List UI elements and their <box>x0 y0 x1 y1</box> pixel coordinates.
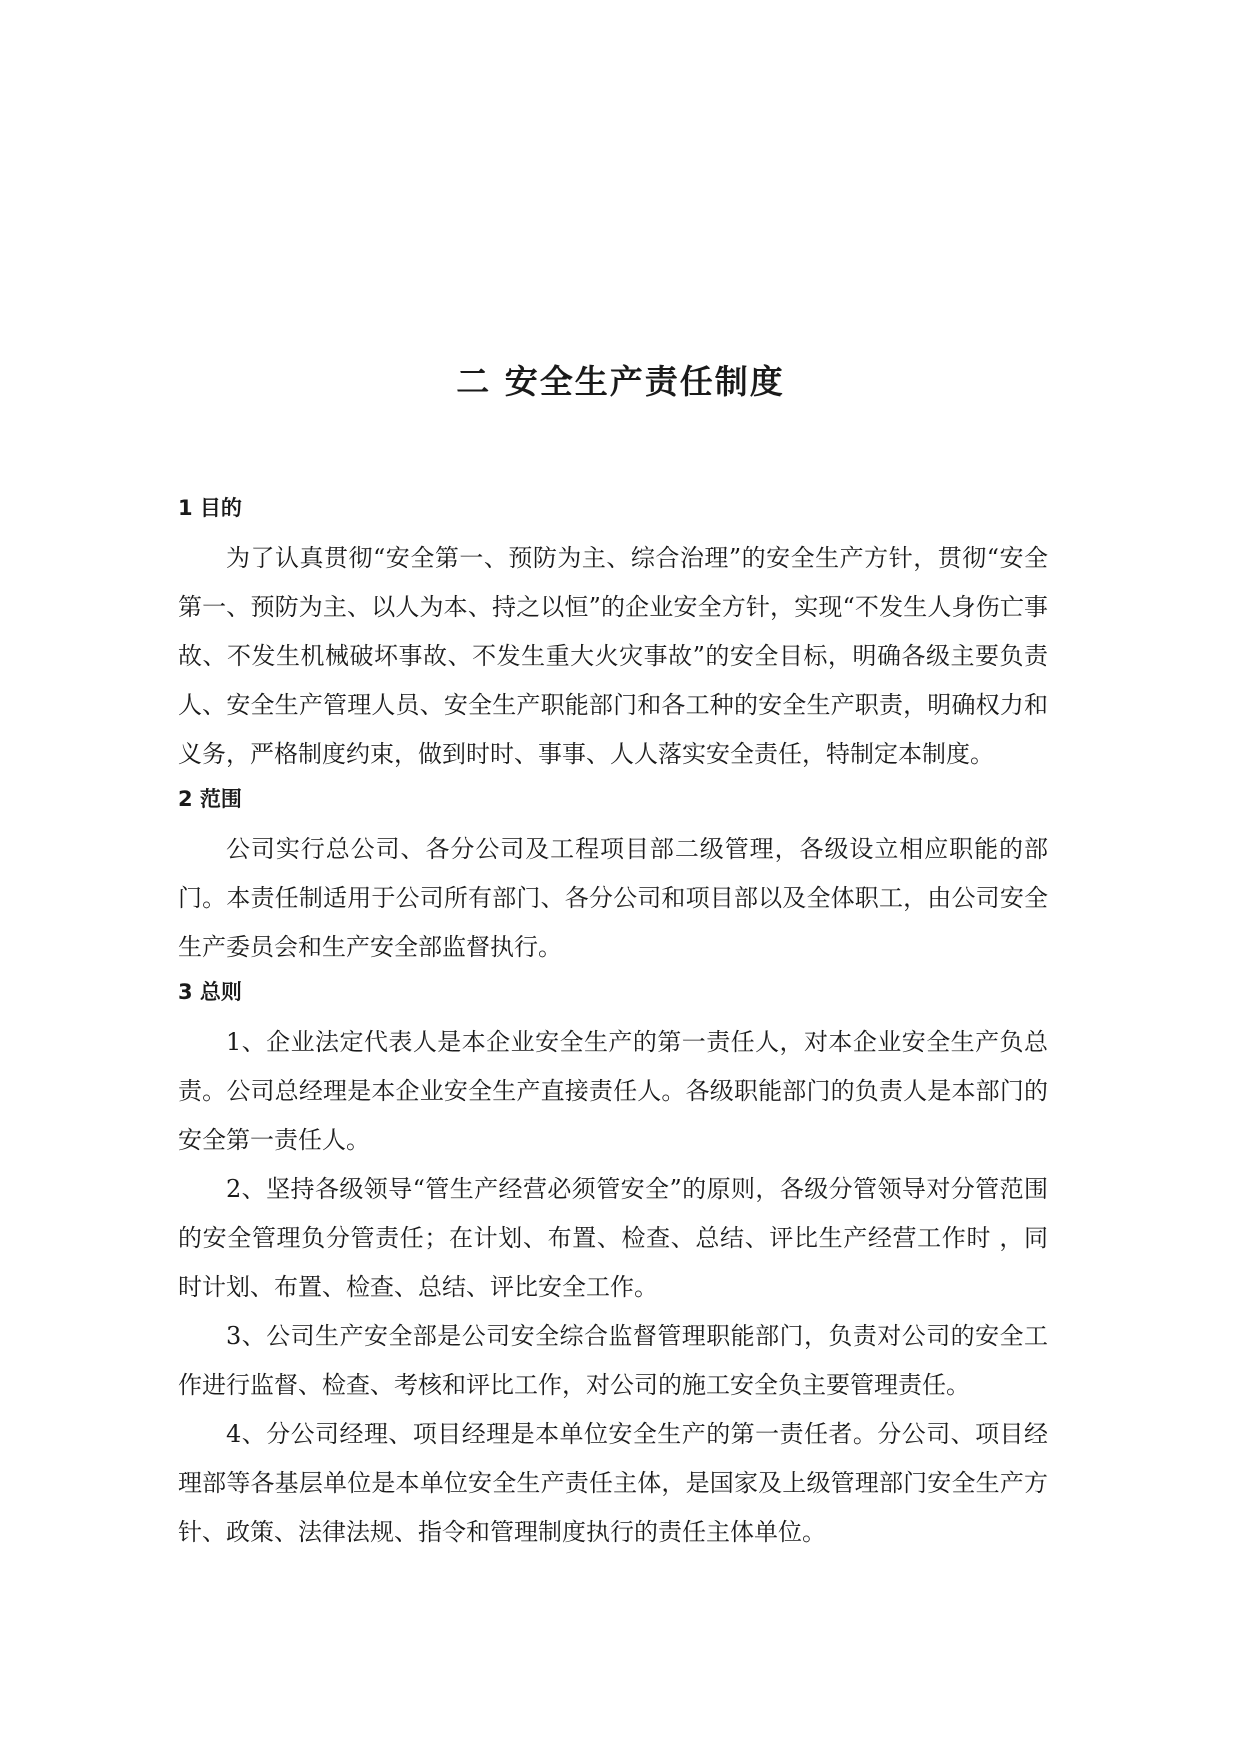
rule-paragraph-2: 2、坚持各级领导“管生产经营必须管安全”的原则，各级分管领导对分管范围的安全管理负分管责任；在计划、布置、检查、总结、评比生产经营工作时 ，同时计划、布置、检查、总结、评比安全工作。 <box>178 1175 1048 1301</box>
document-body <box>178 488 1048 1557</box>
rule-paragraph-1: 1、企业法定代表人是本企业安全生产的第一责任人，对本企业安全生产负总责。公司总经理是本企业安全生产直接责任人。各级职能部门的负责人是本部门的安全第一责任人。 <box>178 1028 1048 1154</box>
document-title: 二 安全生产责任制度 <box>456 362 785 401</box>
section-purpose <box>178 488 1048 779</box>
rule-paragraph-4: 4、分公司经理、项目经理是本单位安全生产的第一责任者。分公司、项目经理部等各基层单位是本单位安全生产责任主体，是国家及上级管理部门安全生产方针、政策、法律法规、指令和管理制度执行的责任主体单位。 <box>178 1420 1048 1546</box>
section-paragraph: 为了认真贯彻“安全第一、预防为主、综合治理”的安全生产方针，贯彻“安全第一、预防为主、以人为本、持之以恒”的企业安全方针，实现“不发生人身伤亡事故、不发生机械破坏事故、不发生重大火灾事故”的安全目标，明确各级主要负责人、安全生产管理人员、安全生产职能部门和各工种的安全生产职责，明确权力和义务，严格制度约束，做到时时、事事、人人落实安全责任，特制定本制度。 <box>178 544 1048 768</box>
section-heading: 3 总则 <box>178 980 242 1004</box>
rule-paragraph-3: 3、公司生产安全部是公司安全综合监督管理职能部门，负责对公司的安全工作进行监督、检查、考核和评比工作，对公司的施工安全负主要管理责任。 <box>178 1322 1048 1399</box>
section-heading: 2 范围 <box>178 787 242 811</box>
section-general-rules <box>178 972 1048 1557</box>
section-heading: 1 目的 <box>178 496 242 520</box>
section-paragraph: 公司实行总公司、各分公司及工程项目部二级管理，各级设立相应职能的部门。本责任制适用于公司所有部门、各分公司和项目部以及全体职工，由公司安全生产委员会和生产安全部监督执行。 <box>178 835 1048 961</box>
section-scope <box>178 779 1048 972</box>
